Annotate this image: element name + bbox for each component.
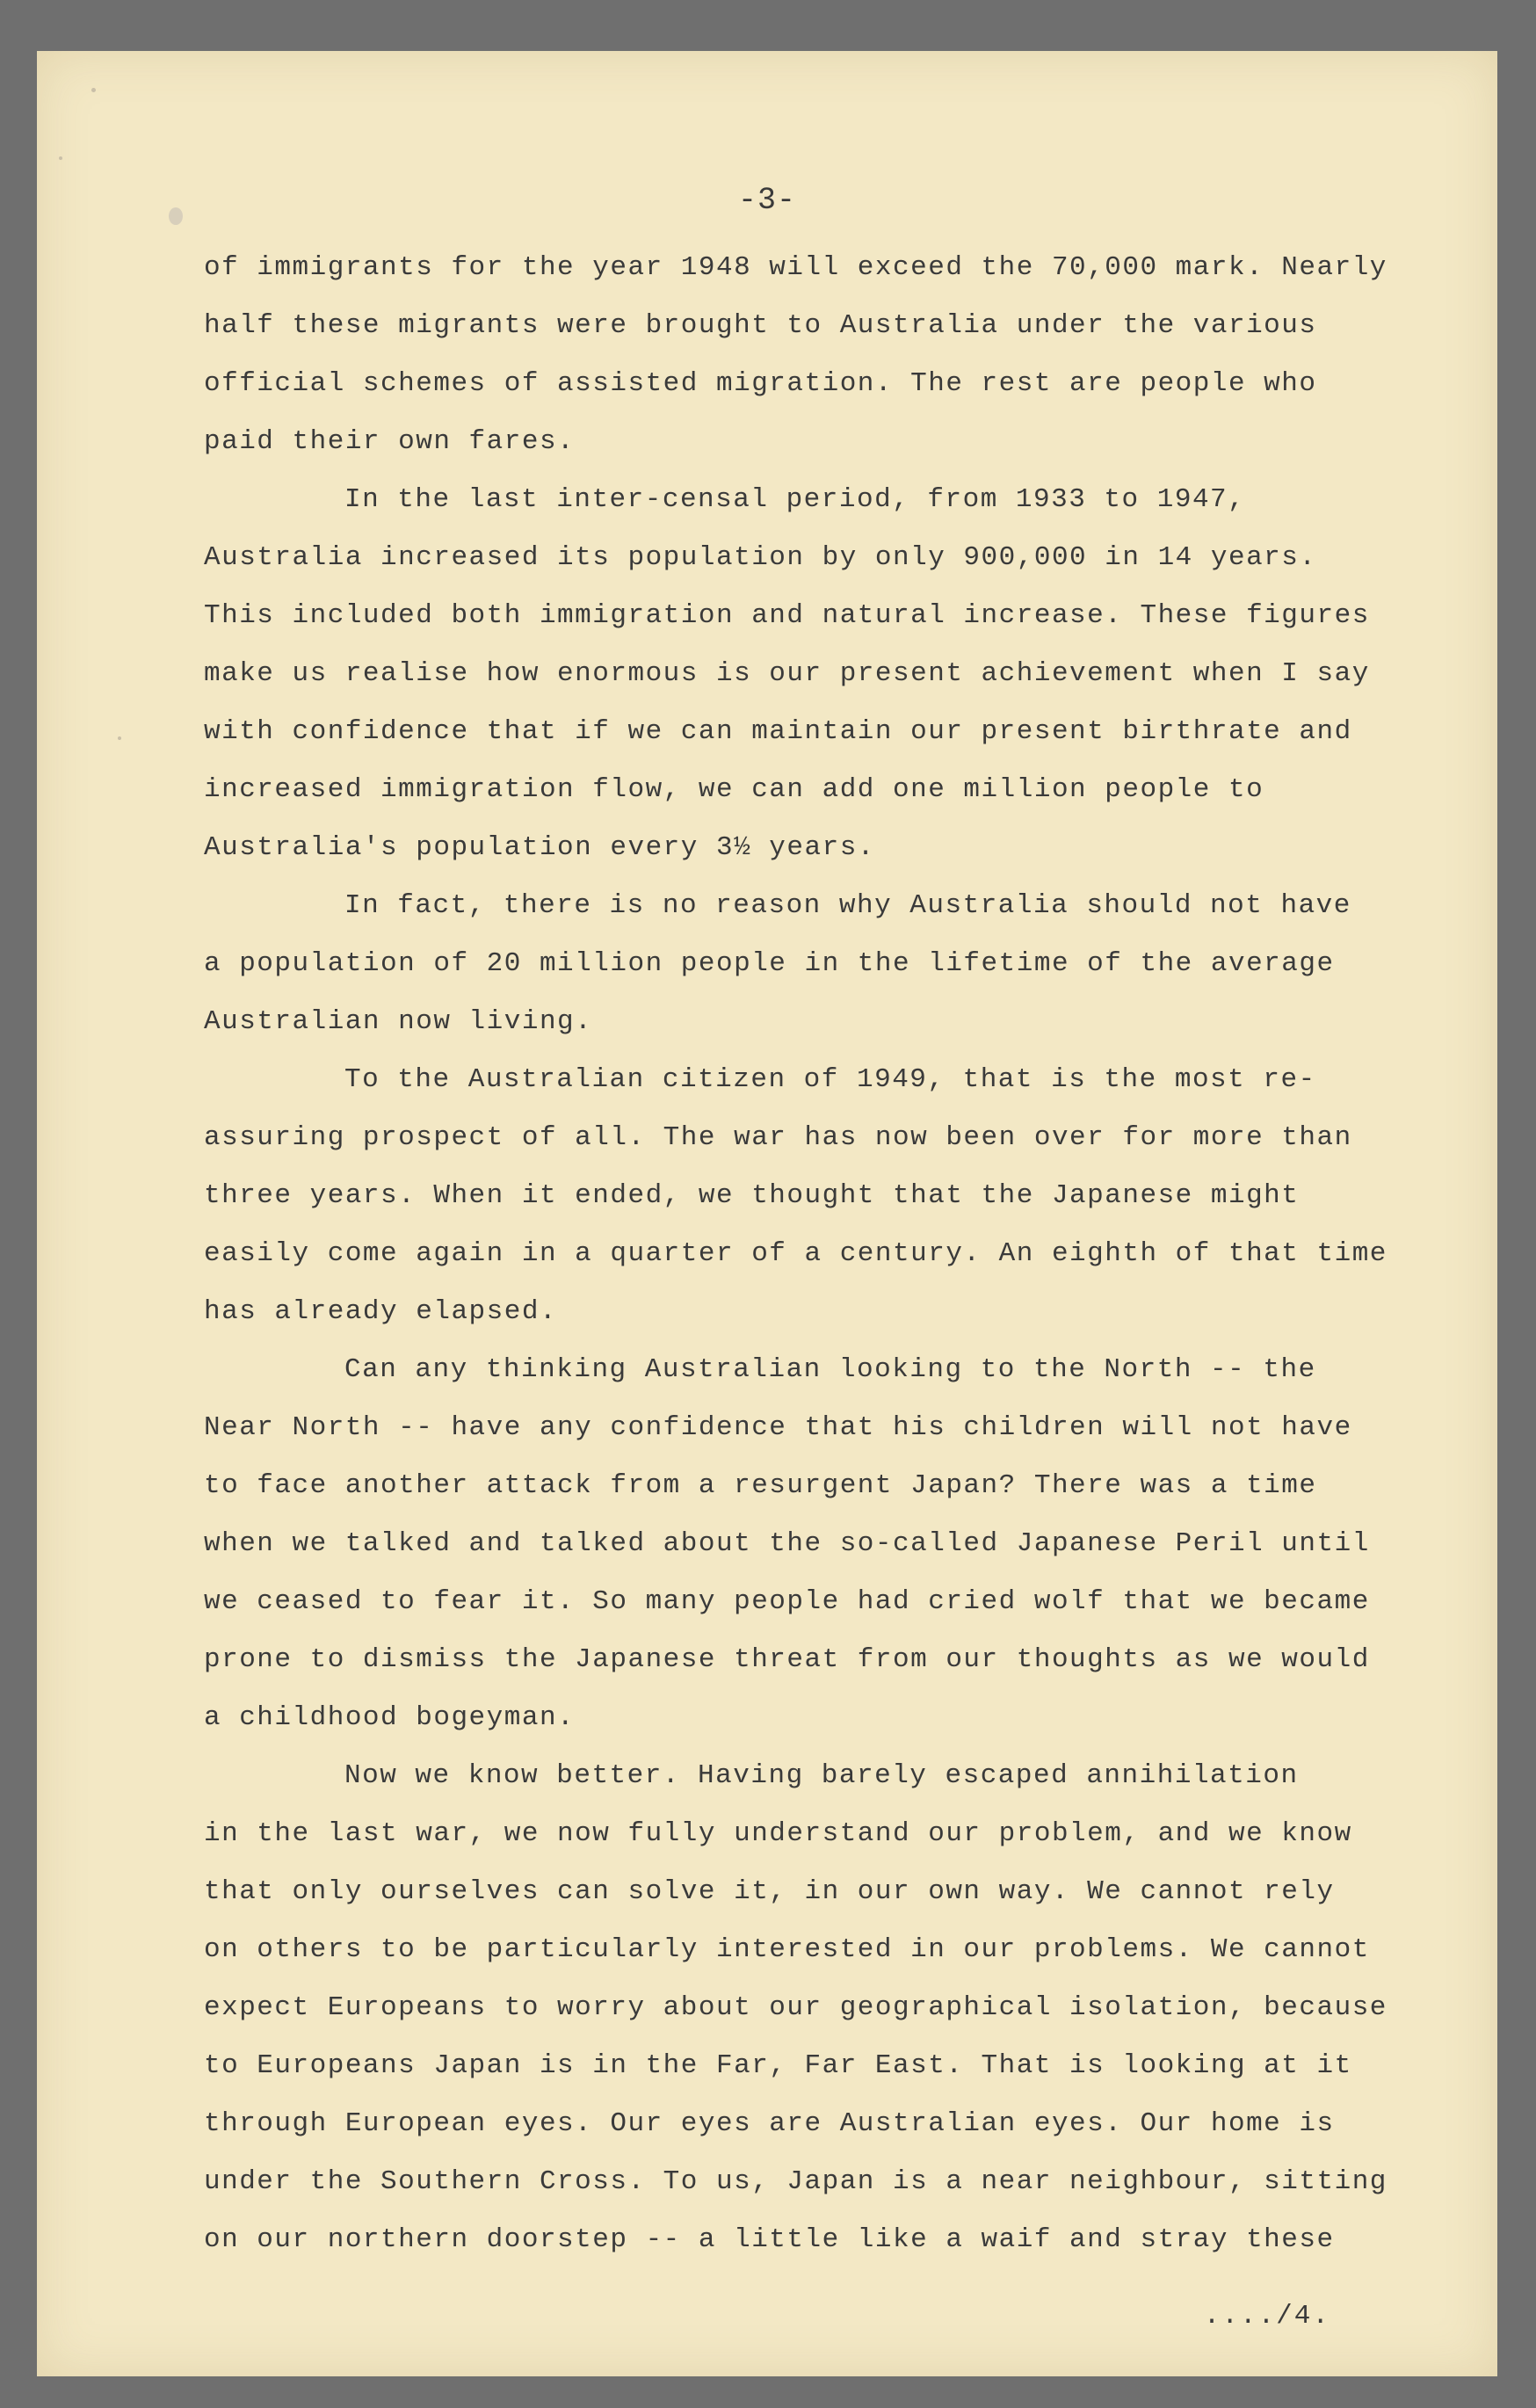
text-line: Australia increased its population by only 900,000 in 14 years. [204, 542, 1317, 573]
text-line: make us realise how enormous is our present achievement when I say [204, 658, 1370, 689]
paper-spot [118, 736, 121, 740]
text-line: prone to dismiss the Japanese threat from our thoughts as we would [204, 1644, 1370, 1675]
paragraph [204, 471, 1469, 877]
text-line: through European eyes. Our eyes are Australian eyes. Our home is [204, 2108, 1335, 2139]
paper-spot [59, 156, 62, 160]
text-line: In the last inter-censal period, from 1933 to 1947, [344, 484, 1246, 515]
text-line: assuring prospect of all. The war has now been over for more than [204, 1122, 1352, 1153]
paragraph [204, 239, 1469, 471]
paragraph [204, 1051, 1469, 1341]
text-line: increased immigration flow, we can add one million people to [204, 774, 1264, 805]
body-text [204, 239, 1469, 2269]
continuation-marker: ..../4. [1203, 2301, 1330, 2332]
text-line: To the Australian citizen of 1949, that is the most re- [344, 1064, 1316, 1095]
paragraph [204, 1747, 1469, 2269]
text-line: in the last war, we now fully understand our problem, and we know [204, 1818, 1352, 1849]
paragraph [204, 877, 1469, 1051]
paper-spot [91, 88, 96, 92]
text-line: official schemes of assisted migration. The rest are people who [204, 368, 1317, 399]
text-line: a population of 20 million people in the lifetime of the average [204, 948, 1335, 979]
text-line: when we talked and talked about the so-called Japanese Peril until [204, 1528, 1370, 1559]
text-line: paid their own fares. [204, 426, 576, 457]
text-line: to face another attack from a resurgent Japan? There was a time [204, 1470, 1317, 1501]
text-line: to Europeans Japan is in the Far, Far East. That is looking at it [204, 2050, 1352, 2081]
document-page [37, 51, 1497, 2376]
text-line: Now we know better. Having barely escaped annihilation [344, 1760, 1299, 1791]
text-line: three years. When it ended, we thought that the Japanese might [204, 1180, 1300, 1211]
text-line: that only ourselves can solve it, in our own way. We cannot rely [204, 1876, 1335, 1907]
text-line: Near North -- have any confidence that his children will not have [204, 1412, 1352, 1443]
text-line: has already elapsed. [204, 1296, 558, 1327]
text-line: of immigrants for the year 1948 will exceed the 70,000 mark. Nearly [204, 252, 1387, 283]
text-line: This included both immigration and natural increase. These figures [204, 600, 1370, 631]
text-line: expect Europeans to worry about our geographical isolation, because [204, 1992, 1387, 2023]
text-line: easily come again in a quarter of a century. An eighth of that time [204, 1238, 1387, 1269]
text-line: Can any thinking Australian looking to the North -- the [344, 1354, 1316, 1385]
text-line: we ceased to fear it. So many people had cried wolf that we became [204, 1586, 1370, 1617]
text-line: under the Southern Cross. To us, Japan is a near neighbour, sitting [204, 2166, 1387, 2197]
text-line: on others to be particularly interested in our problems. We cannot [204, 1934, 1370, 1965]
text-line: Australian now living. [204, 1006, 593, 1037]
text-line: half these migrants were brought to Australia under the various [204, 310, 1317, 341]
text-line: In fact, there is no reason why Australia should not have [344, 890, 1351, 921]
text-line: a childhood bogeyman. [204, 1702, 576, 1733]
paragraph [204, 1341, 1469, 1747]
text-line: Australia's population every 3½ years. [204, 832, 875, 863]
page-number: -3- [737, 183, 796, 218]
text-line: on our northern doorstep -- a little like a waif and stray these [204, 2224, 1335, 2255]
text-line: with confidence that if we can maintain our present birthrate and [204, 716, 1352, 747]
